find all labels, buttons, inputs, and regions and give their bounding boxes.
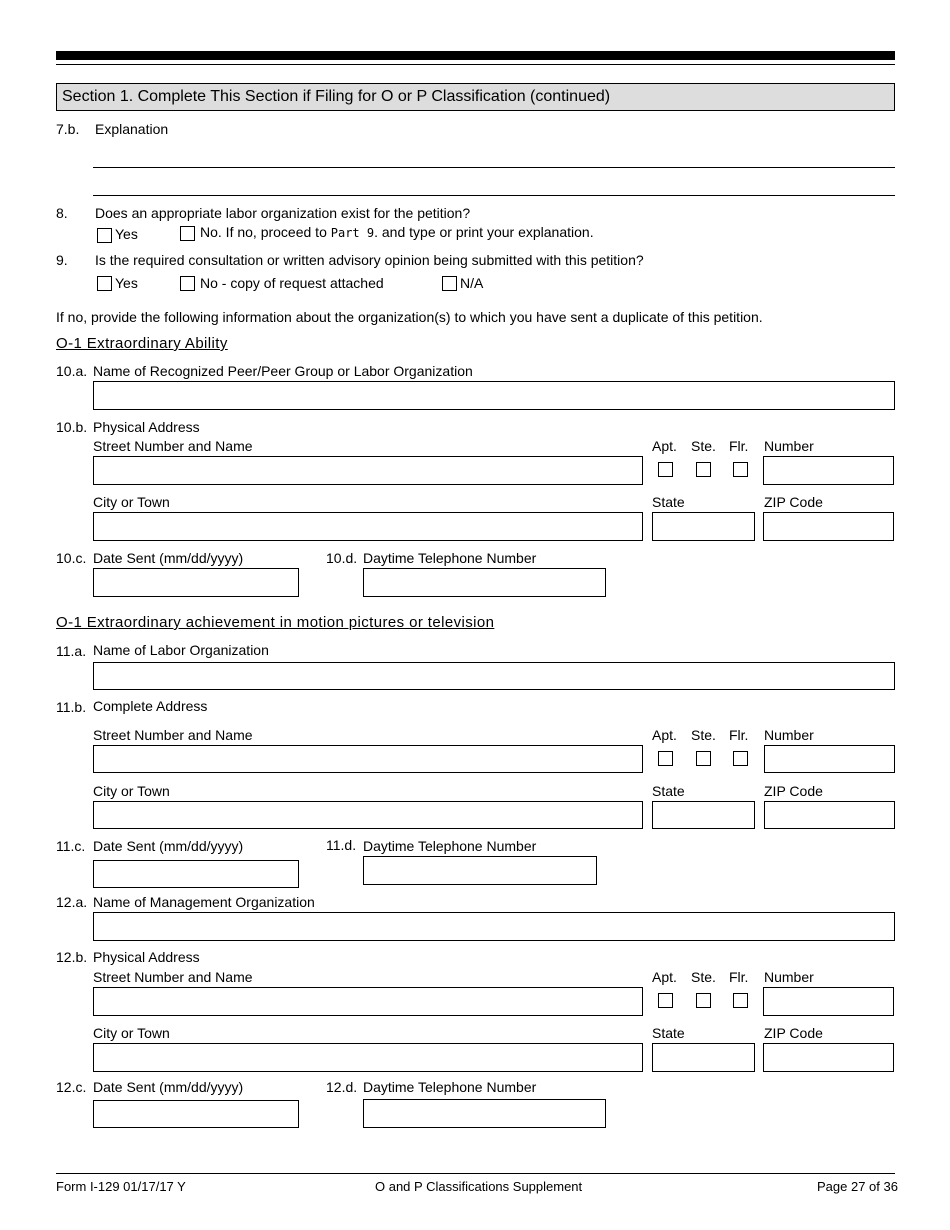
- item-12c-label: Date Sent (mm/dd/yyyy): [93, 1079, 244, 1095]
- item-8-number: 8.: [56, 205, 68, 221]
- item-10c-label: Date Sent (mm/dd/yyyy): [93, 550, 244, 566]
- ste-checkbox[interactable]: [696, 462, 711, 477]
- item-10a-label: Name of Recognized Peer/Peer Group or Labor Organization: [93, 363, 473, 379]
- item-12a-number: 12.a.: [56, 894, 88, 910]
- item-7b-label: Explanation: [95, 121, 169, 137]
- item-11b-number: 11.b.: [56, 699, 87, 715]
- telephone-input[interactable]: [363, 856, 597, 885]
- street-input[interactable]: [93, 987, 643, 1016]
- zip-label: ZIP Code: [764, 494, 823, 510]
- ste-checkbox[interactable]: [696, 751, 711, 766]
- city-input[interactable]: [93, 512, 643, 541]
- top-thin-rule: [56, 64, 895, 65]
- state-label: State: [652, 1025, 685, 1041]
- street-input[interactable]: [93, 745, 643, 773]
- zip-input[interactable]: [763, 512, 894, 541]
- footer-rule: [56, 1173, 895, 1174]
- flr-label: Flr.: [729, 969, 749, 985]
- item-11a-number: 11.a.: [56, 643, 87, 659]
- flr-label: Flr.: [729, 438, 749, 454]
- city-label: City or Town: [93, 494, 170, 510]
- unit-number-input[interactable]: [763, 987, 894, 1016]
- number-label: Number: [764, 969, 814, 985]
- city-label: City or Town: [93, 1025, 170, 1041]
- supplement-title: O and P Classifications Supplement: [375, 1179, 583, 1194]
- item-11d-label: Daytime Telephone Number: [363, 838, 537, 854]
- item-8-no-text-end: . and type or print your explanation.: [374, 224, 594, 240]
- city-label: City or Town: [93, 783, 170, 799]
- street-label: Street Number and Name: [93, 727, 253, 743]
- street-input[interactable]: [93, 456, 643, 485]
- item-10d-number: 10.d.: [326, 550, 358, 566]
- item-9-number: 9.: [56, 252, 68, 268]
- telephone-input[interactable]: [363, 1099, 606, 1128]
- state-label: State: [652, 783, 685, 799]
- item-9-na-checkbox[interactable]: [442, 276, 457, 291]
- unit-number-input[interactable]: [764, 745, 895, 773]
- explanation-line-2[interactable]: [93, 195, 895, 196]
- page-number: Page 27 of 36: [817, 1179, 898, 1194]
- management-organization-name-input[interactable]: [93, 912, 895, 941]
- item-11d-number: 11.d.: [326, 837, 357, 853]
- city-input[interactable]: [93, 801, 643, 829]
- flr-checkbox[interactable]: [733, 751, 748, 766]
- item-10b-number: 10.b.: [56, 419, 88, 435]
- item-12d-label: Daytime Telephone Number: [363, 1079, 537, 1095]
- item-8-no-label: [200, 224, 594, 241]
- item-8-no-checkbox[interactable]: [180, 226, 195, 241]
- state-select[interactable]: [652, 801, 755, 829]
- ste-label: Ste.: [691, 727, 716, 743]
- apt-checkbox[interactable]: [658, 462, 673, 477]
- item-11c-number: 11.c.: [56, 838, 86, 854]
- item-12a-label: Name of Management Organization: [93, 894, 315, 910]
- item-10c-number: 10.c.: [56, 550, 87, 566]
- date-sent-input[interactable]: [93, 860, 299, 888]
- item-9-no-checkbox[interactable]: [180, 276, 195, 291]
- item-8-question: Does an appropriate labor organization exist for the petition?: [95, 205, 471, 221]
- explanation-line-1[interactable]: [93, 167, 895, 168]
- zip-label: ZIP Code: [764, 1025, 823, 1041]
- item-9-yes-checkbox[interactable]: [97, 276, 112, 291]
- item-10a-number: 10.a.: [56, 363, 88, 379]
- top-thick-rule: [56, 51, 895, 60]
- apt-label: Apt.: [652, 969, 677, 985]
- item-11a-label: Name of Labor Organization: [93, 642, 269, 658]
- item-10d-label: Daytime Telephone Number: [363, 550, 537, 566]
- item-8-part-ref: Part 9: [330, 226, 375, 240]
- ste-label: Ste.: [691, 969, 716, 985]
- flr-checkbox[interactable]: [733, 993, 748, 1008]
- state-select[interactable]: [652, 512, 755, 541]
- item-12c-number: 12.c.: [56, 1079, 87, 1095]
- number-label: Number: [764, 727, 814, 743]
- item-8-yes-label: Yes: [115, 226, 138, 242]
- organization-intro-text: If no, provide the following information about the organization(s) to which you have sent a duplicate of this petition.: [56, 309, 763, 325]
- flr-checkbox[interactable]: [733, 462, 748, 477]
- item-9-na-label: N/A: [460, 275, 484, 291]
- item-8-yes-checkbox[interactable]: [97, 228, 112, 243]
- apt-label: Apt.: [652, 727, 677, 743]
- item-12d-number: 12.d.: [326, 1079, 358, 1095]
- apt-checkbox[interactable]: [658, 751, 673, 766]
- item-9-no-label: No - copy of request attached: [200, 275, 384, 291]
- telephone-input[interactable]: [363, 568, 606, 597]
- form-id: Form I-129 01/17/17 Y: [56, 1179, 186, 1194]
- labor-organization-name-input[interactable]: [93, 662, 895, 690]
- state-select[interactable]: [652, 1043, 755, 1072]
- item-11b-label: Complete Address: [93, 698, 208, 714]
- zip-label: ZIP Code: [764, 783, 823, 799]
- section-title: Section 1. Complete This Section if Filing for O or P Classification (continued): [62, 88, 611, 105]
- item-12b-label: Physical Address: [93, 949, 200, 965]
- o1-ability-heading: O-1 Extraordinary Ability: [56, 335, 228, 352]
- item-9-yes-label: Yes: [115, 275, 138, 291]
- peer-group-name-input[interactable]: [93, 381, 895, 410]
- item-12b-number: 12.b.: [56, 949, 88, 965]
- item-9-question: Is the required consultation or written advisory opinion being submitted with this petition?: [95, 252, 644, 268]
- o1-motion-heading: O-1 Extraordinary achievement in motion pictures or television: [56, 614, 495, 631]
- date-sent-input[interactable]: [93, 1100, 299, 1128]
- zip-input[interactable]: [764, 801, 895, 829]
- section-header: [56, 83, 895, 111]
- item-7b-number: 7.b.: [56, 121, 80, 137]
- date-sent-input[interactable]: [93, 568, 299, 597]
- ste-checkbox[interactable]: [696, 993, 711, 1008]
- unit-number-input[interactable]: [763, 456, 894, 485]
- flr-label: Flr.: [729, 727, 749, 743]
- zip-input[interactable]: [763, 1043, 894, 1072]
- item-10b-label: Physical Address: [93, 419, 200, 435]
- street-label: Street Number and Name: [93, 438, 253, 454]
- item-11c-label: Date Sent (mm/dd/yyyy): [93, 838, 244, 854]
- number-label: Number: [764, 438, 814, 454]
- apt-label: Apt.: [652, 438, 677, 454]
- street-label: Street Number and Name: [93, 969, 253, 985]
- ste-label: Ste.: [691, 438, 716, 454]
- item-8-no-text: No. If no, proceed to: [200, 224, 331, 240]
- apt-checkbox[interactable]: [658, 993, 673, 1008]
- city-input[interactable]: [93, 1043, 643, 1072]
- state-label: State: [652, 494, 685, 510]
